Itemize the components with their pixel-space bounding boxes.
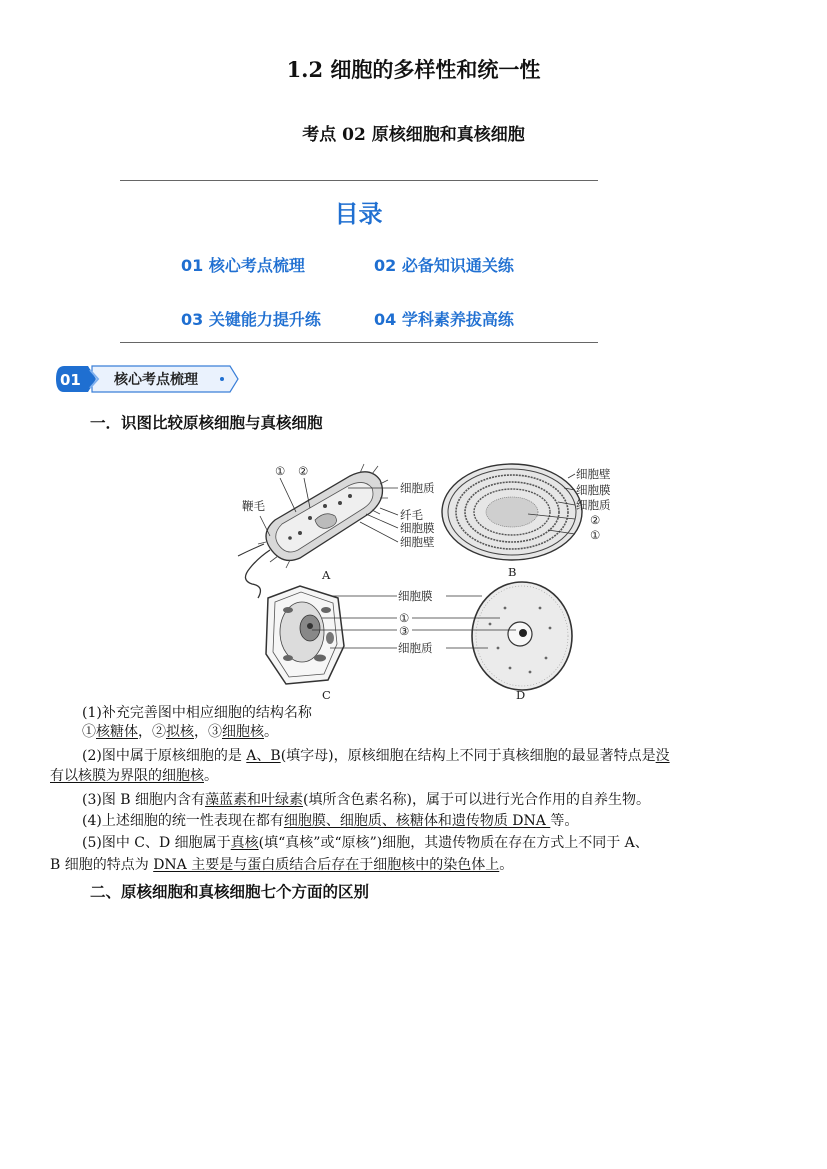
q5-answer-2: DNA 主要是与蛋白质结合后存在于细胞核中的染色体上 [153, 857, 500, 873]
cell-c-plant [266, 586, 344, 702]
cd-label-cytoplasm: 细胞质 [398, 641, 433, 655]
toc-item-03[interactable]: 03 关键能力提升练 [181, 310, 321, 329]
heading-2: 二、原核细胞和真核细胞七个方面的区别 [90, 883, 370, 901]
q1-intro: (1)补充完善图中相应细胞的结构名称 [82, 705, 312, 721]
q4-line: (4)上述细胞的统一性表现在都有细胞膜、细胞质、核糖体和遗传物质 DNA 等。 [82, 813, 579, 829]
q1-answer-3: 细胞核 [222, 724, 264, 740]
cell-b-label-cytoplasm: 细胞质 [576, 498, 611, 512]
q2-line2: 有以核膜为界限的细胞核。 [50, 768, 218, 784]
cell-d-animal [472, 582, 572, 702]
cell-a-label-2: ② [298, 464, 309, 478]
cell-a-label-cytoplasm: 细胞质 [400, 481, 435, 495]
cell-b-label-membrane: 细胞膜 [576, 483, 611, 497]
cell-a-bacterium [238, 464, 435, 598]
cell-a-label-1: ① [275, 464, 286, 478]
q2-answer-1: A、B [246, 748, 281, 764]
q1-answers: ①核糖体，②拟核，③细胞核。 [82, 724, 278, 740]
toc-top-rule [120, 180, 598, 181]
section-badge-label: 核心考点梳理 [114, 372, 198, 388]
q5-answer-1: 真核 [230, 835, 259, 851]
q4-answer: 细胞膜、细胞质、核糖体和遗传物质 DNA [283, 813, 551, 829]
cell-a-caption: A [322, 568, 331, 582]
q2-answer-2: 有以核膜为界限的细胞核 [50, 768, 204, 784]
q2-line1: (2)图中属于原核细胞的是 A、B(填字母)，原核细胞在结构上不同于真核细胞的最显著特点是没 [82, 748, 670, 764]
cell-b-label-2: ② [590, 513, 601, 527]
toc-bottom-rule [120, 342, 598, 343]
cd-label-membrane: 细胞膜 [398, 589, 433, 603]
cell-a-label-wall: 细胞壁 [400, 535, 435, 549]
q5-line1: (5)图中 C、D 细胞属于真核(填“真核”或“原核”)细胞，其遗传物质在存在方式上不同于 A、 [82, 835, 649, 851]
cell-b-label-1: ① [590, 528, 601, 542]
cell-d-caption: D [516, 688, 526, 702]
toc-item-02[interactable]: 02 必备知识通关练 [374, 256, 514, 275]
cell-figure [230, 458, 630, 706]
q1-answer-2: 拟核 [166, 724, 194, 740]
cell-c-caption: C [322, 688, 331, 702]
cell-a-label-membrane: 细胞膜 [400, 521, 435, 535]
page-title: 1.2 细胞的多样性和统一性 [286, 57, 541, 82]
toc-item-01[interactable]: 01 核心考点梳理 [181, 256, 305, 275]
cell-b-cyanobacterium [442, 464, 611, 579]
heading-1: 一．识图比较原核细胞与真核细胞 [90, 414, 323, 432]
q1-answer-1: 核糖体 [96, 724, 138, 740]
q3-line: (3)图 B 细胞内含有藻蓝素和叶绿素(填所含色素名称)，属于可以进行光合作用的自养生物。 [82, 792, 650, 808]
cell-b-label-wall: 细胞壁 [576, 467, 611, 481]
q5-line2: B 细胞的特点为 DNA 主要是与蛋白质结合后存在于细胞核中的染色体上。 [50, 857, 514, 873]
toc-item-04[interactable]: 04 学科素养拔高练 [374, 310, 514, 329]
toc-heading: 目录 [334, 200, 383, 228]
cell-a-label-pili: 纤毛 [400, 508, 423, 522]
cd-label-3: ③ [399, 624, 410, 638]
page-subtitle: 考点 02 原核细胞和真核细胞 [302, 125, 525, 145]
cell-a-label-flagellum: 鞭毛 [242, 499, 265, 513]
cell-b-caption: B [508, 565, 517, 579]
q3-answer: 藻蓝素和叶绿素 [205, 792, 304, 808]
section-badge-number: 01 [60, 371, 81, 389]
cd-label-1: ① [399, 611, 410, 625]
